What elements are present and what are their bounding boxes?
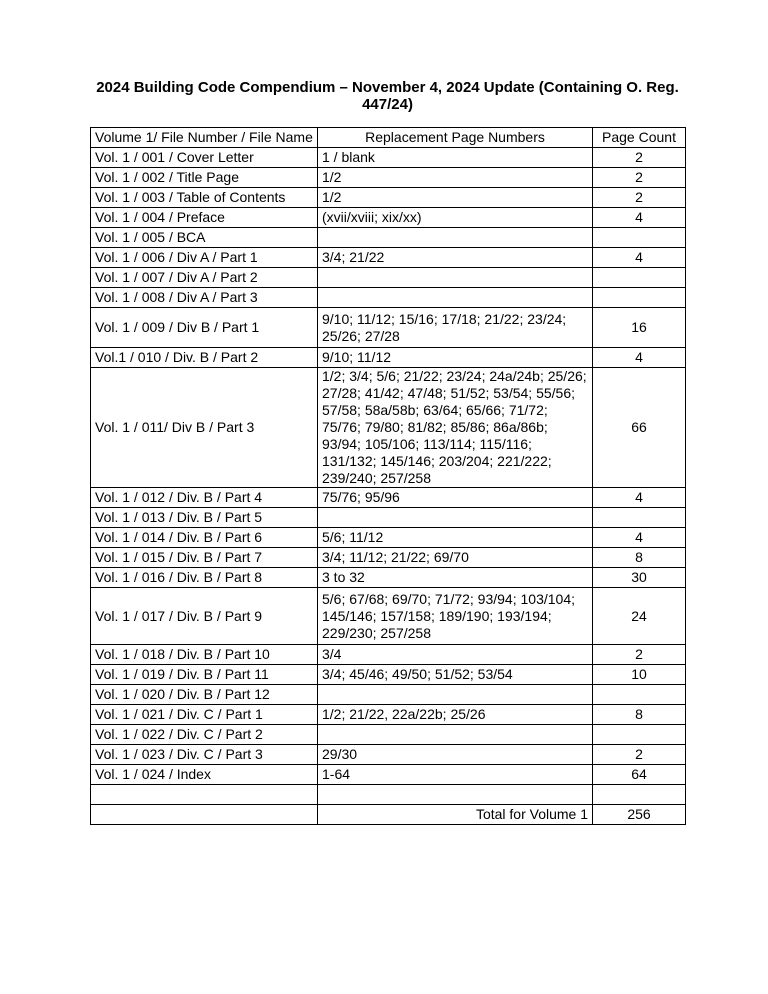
table-row [91, 228, 686, 248]
count-cell [593, 785, 686, 805]
table-row [91, 725, 686, 745]
total-count: 256 [593, 805, 686, 825]
count-cell: 24 [593, 588, 686, 645]
pages-cell [318, 508, 593, 528]
file-cell: Vol.1 / 010 / Div. B / Part 2 [91, 348, 318, 368]
pages-cell: 5/6; 67/68; 69/70; 71/72; 93/94; 103/104; 145/146; 157/158; 189/190; 193/194; 229/230; 257/258 [318, 588, 593, 645]
count-cell: 2 [593, 188, 686, 208]
count-cell: 10 [593, 665, 686, 685]
table-row [91, 148, 686, 168]
pages-cell: 5/6; 11/12 [318, 528, 593, 548]
pages-cell [318, 268, 593, 288]
file-cell: Vol. 1 / 011/ Div B / Part 3 [91, 368, 318, 488]
pages-cell: 29/30 [318, 745, 593, 765]
page-title: 2024 Building Code Compendium – November 4, 2024 Update (Containing O. Reg. 447/24) [96, 79, 679, 113]
pages-cell: 3/4 [318, 645, 593, 665]
table-row [91, 308, 686, 348]
table-row [91, 765, 686, 785]
total-empty-cell [91, 805, 318, 825]
file-cell: Vol. 1 / 018 / Div. B / Part 10 [91, 645, 318, 665]
count-cell: 8 [593, 705, 686, 725]
count-cell: 4 [593, 248, 686, 268]
table-row [91, 208, 686, 228]
file-cell: Vol. 1 / 021 / Div. C / Part 1 [91, 705, 318, 725]
table-row [91, 685, 686, 705]
table-row [91, 248, 686, 268]
count-cell [593, 228, 686, 248]
pages-cell: 1/2; 21/22, 22a/22b; 25/26 [318, 705, 593, 725]
file-cell: Vol. 1 / 015 / Div. B / Part 7 [91, 548, 318, 568]
table-row [91, 745, 686, 765]
pages-cell: 1 / blank [318, 148, 593, 168]
table-row-blank [91, 785, 686, 805]
file-cell: Vol. 1 / 005 / BCA [91, 228, 318, 248]
table-row [91, 268, 686, 288]
pages-cell: 3 to 32 [318, 568, 593, 588]
pages-cell [318, 785, 593, 805]
total-label: Total for Volume 1 [318, 805, 593, 825]
file-cell: Vol. 1 / 013 / Div. B / Part 5 [91, 508, 318, 528]
pages-cell: 9/10; 11/12 [318, 348, 593, 368]
file-cell: Vol. 1 / 008 / Div A / Part 3 [91, 288, 318, 308]
count-cell: 4 [593, 528, 686, 548]
file-cell: Vol. 1 / 002 / Title Page [91, 168, 318, 188]
table-row [91, 568, 686, 588]
table-row [91, 705, 686, 725]
file-cell: Vol. 1 / 020 / Div. B / Part 12 [91, 685, 318, 705]
count-cell [593, 508, 686, 528]
file-cell: Vol. 1 / 014 / Div. B / Part 6 [91, 528, 318, 548]
pages-cell: 1-64 [318, 765, 593, 785]
count-cell [593, 288, 686, 308]
table-total-row [91, 805, 686, 825]
file-cell: Vol. 1 / 006 / Div A / Part 1 [91, 248, 318, 268]
count-cell: 4 [593, 488, 686, 508]
pages-cell: 9/10; 11/12; 15/16; 17/18; 21/22; 23/24; 25/26; 27/28 [318, 308, 593, 348]
file-cell: Vol. 1 / 017 / Div. B / Part 9 [91, 588, 318, 645]
count-cell: 64 [593, 765, 686, 785]
pages-cell [318, 228, 593, 248]
pages-cell [318, 685, 593, 705]
replacement-pages-table [90, 127, 686, 825]
file-cell: Vol. 1 / 022 / Div. C / Part 2 [91, 725, 318, 745]
pages-cell: 1/2 [318, 188, 593, 208]
count-cell: 30 [593, 568, 686, 588]
count-cell: 4 [593, 208, 686, 228]
count-cell: 16 [593, 308, 686, 348]
column-header-pages: Replacement Page Numbers [318, 128, 593, 148]
count-cell: 66 [593, 368, 686, 488]
table-row [91, 665, 686, 685]
pages-cell: 1/2; 3/4; 5/6; 21/22; 23/24; 24a/24b; 25/26; 27/28; 41/42; 47/48; 51/52; 53/54; 55/56; 57/58; 58a/58b; 63/64; 65/66; 71/72; 75/76; 79/80; 81/82; 85/86; 86a/86b; 93/94; 105/106; 113/114; 115/116; 131/132; 145/146; 203/204; 221/222; 239/240; 257/258 [318, 368, 593, 488]
table-row [91, 488, 686, 508]
file-cell: Vol. 1 / 016 / Div. B / Part 8 [91, 568, 318, 588]
table-row [91, 348, 686, 368]
table-row [91, 588, 686, 645]
column-header-count: Page Count [593, 128, 686, 148]
file-cell: Vol. 1 / 004 / Preface [91, 208, 318, 228]
table-row [91, 288, 686, 308]
table-row [91, 508, 686, 528]
pages-cell [318, 725, 593, 745]
pages-cell [318, 288, 593, 308]
count-cell: 4 [593, 348, 686, 368]
pages-cell: 3/4; 11/12; 21/22; 69/70 [318, 548, 593, 568]
table-row [91, 368, 686, 488]
count-cell [593, 725, 686, 745]
file-cell [91, 785, 318, 805]
table-row [91, 645, 686, 665]
file-cell: Vol. 1 / 009 / Div B / Part 1 [91, 308, 318, 348]
column-header-file: Volume 1/ File Number / File Name [91, 128, 318, 148]
pages-cell: (xvii/xviii; xix/xx) [318, 208, 593, 228]
file-cell: Vol. 1 / 019 / Div. B / Part 11 [91, 665, 318, 685]
table-row [91, 548, 686, 568]
pages-cell: 1/2 [318, 168, 593, 188]
file-cell: Vol. 1 / 023 / Div. C / Part 3 [91, 745, 318, 765]
table-row [91, 528, 686, 548]
file-cell: Vol. 1 / 001 / Cover Letter [91, 148, 318, 168]
count-cell: 2 [593, 745, 686, 765]
pages-cell: 75/76; 95/96 [318, 488, 593, 508]
file-cell: Vol. 1 / 003 / Table of Contents [91, 188, 318, 208]
file-cell: Vol. 1 / 024 / Index [91, 765, 318, 785]
count-cell [593, 268, 686, 288]
count-cell: 2 [593, 168, 686, 188]
table-header-row [91, 128, 686, 148]
file-cell: Vol. 1 / 012 / Div. B / Part 4 [91, 488, 318, 508]
table-row [91, 168, 686, 188]
count-cell: 2 [593, 645, 686, 665]
count-cell: 2 [593, 148, 686, 168]
file-cell: Vol. 1 / 007 / Div A / Part 2 [91, 268, 318, 288]
pages-cell: 3/4; 45/46; 49/50; 51/52; 53/54 [318, 665, 593, 685]
table-row [91, 188, 686, 208]
count-cell [593, 685, 686, 705]
pages-cell: 3/4; 21/22 [318, 248, 593, 268]
count-cell: 8 [593, 548, 686, 568]
